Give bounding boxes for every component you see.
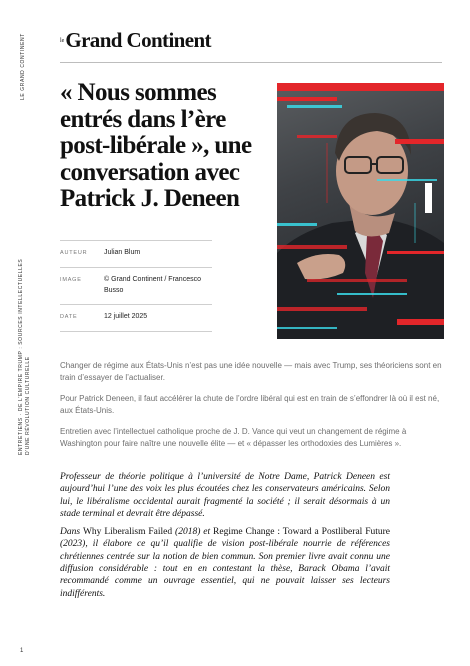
page-number: 1: [20, 648, 24, 654]
intro-paragraph: Entretien avec l’intellectuel catholique proche de J. D. Vance qui veut un changement de régime à Washington pour faire naître une nouvelle élite — et « dépasser les orthodoxies des Lumières ».: [60, 427, 407, 448]
article-body: [60, 471, 390, 606]
meta-label: DATE: [60, 314, 78, 320]
intro-paragraph: Pour Patrick Deneen, il faut accélérer la chute de l’ordre libéral qui est en train de s’effondrer là où il est né, aux États-Unis.: [60, 394, 440, 415]
portrait-illustration: [277, 83, 444, 339]
book-title: Regime Change : Toward a Postliberal Future: [213, 527, 391, 538]
meta-value: Julian Blum: [104, 249, 141, 256]
header-divider: [60, 62, 442, 63]
article-title: « Nous sommes entrés dans l’ère post-libérale », une conversation avec Patrick J. Deneen: [60, 79, 252, 212]
meta-label: AUTEUR: [60, 250, 88, 256]
sidebar-brand: LE GRAND CONTINENT: [20, 33, 26, 100]
intro-paragraph: Changer de régime aux États-Unis n’est pas une idée nouvelle — mais avec Trump, ses théoriciens sont en train d’essayer de l’actualiser.: [60, 361, 442, 382]
meta-date: [60, 304, 212, 332]
site-logo[interactable]: [60, 30, 211, 50]
body-paragraph: [60, 526, 390, 600]
body-text-segment: (2023), il élabore ce qu’il qualifie de vision post-libérale nourrie de références chrétiennes centrée sur la notion de bien commun. Son premier livre avait connu une diffusion considérable : tout en en contestant la thèse, Barack Obama l’avait recommandé comme un ouvrage essentiel, qui ne pouvait laisser ses lecteurs indifférents.: [60, 539, 390, 599]
article-meta: [60, 240, 212, 332]
meta-author: [60, 240, 212, 267]
logo-prefix: le: [60, 38, 65, 44]
meta-value: 12 juillet 2025: [104, 313, 148, 320]
meta-label: IMAGE: [60, 277, 82, 283]
meta-value: © Grand Continent / Francesco Busso: [104, 276, 201, 294]
body-text-segment: Dans: [60, 527, 83, 538]
body-paragraph: Professeur de théorie politique à l’université de Notre Dame, Patrick Deneen est aujourd’hui l’une des voix les plus écoutées chez les conservateurs américains. Selon lui, le libéralisme occidental aurait fragmenté la société ; il serait désormais à un stade terminal et devrait être dépassé.: [60, 472, 390, 519]
article-photo: [277, 83, 444, 339]
meta-image: [60, 267, 212, 304]
sidebar-series: ENTRETIENS · DE L'EMPIRE TRUMP : SOURCES INTELLECTUELLES D'UNE RÉVOLUTION CULTURELLE: [18, 258, 31, 455]
body-text-segment: (2018) et: [172, 527, 214, 538]
logo-name: Grand Continent: [65, 28, 211, 52]
article-intro: [60, 360, 448, 459]
book-title: Why Liberalism Failed: [82, 527, 173, 538]
